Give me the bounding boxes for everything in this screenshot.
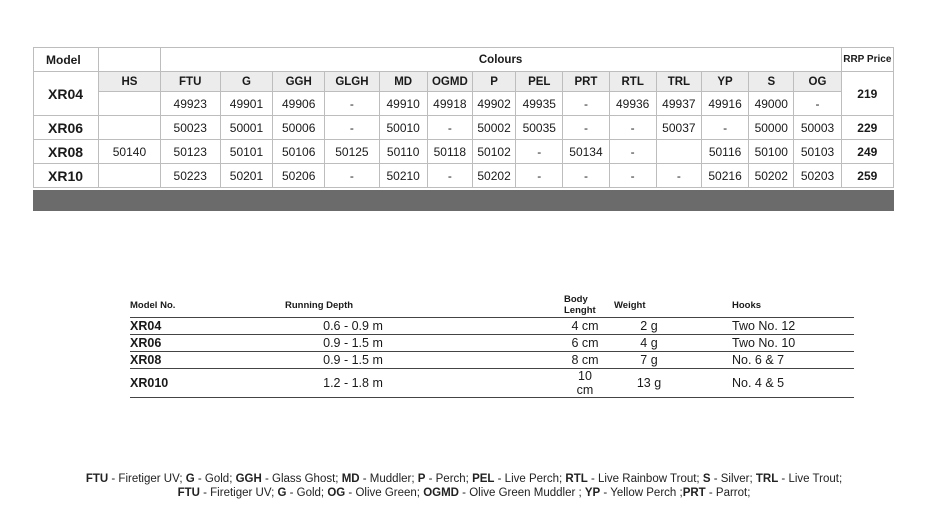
article-number-cell: - [609, 116, 656, 140]
spec-hooks-cell: No. 4 & 5 [696, 369, 854, 398]
article-number-cell: - [516, 164, 563, 188]
legend-code: YP [584, 487, 601, 499]
article-number-cell: 49910 [379, 92, 427, 116]
rrp-price-header: RRP Price [841, 48, 893, 72]
colour-code-header: FTU [160, 72, 220, 92]
spec-weight-cell: 2 g [602, 318, 696, 335]
article-number-cell: - [427, 164, 472, 188]
article-number-cell: 50101 [220, 140, 272, 164]
legend-code: PEL [472, 473, 495, 485]
spec-header-row [130, 294, 854, 318]
colour-code-header: S [749, 72, 794, 92]
spec-header-weight: Weight [602, 294, 696, 318]
price-cell: 219 [841, 72, 893, 116]
article-number-cell: - [609, 164, 656, 188]
article-number-cell: 49916 [701, 92, 748, 116]
article-number-cell: 50123 [160, 140, 220, 164]
table-row [130, 352, 854, 369]
article-number-cell [99, 116, 160, 140]
spec-model-cell: XR04 [130, 318, 258, 335]
spec-table [130, 294, 854, 398]
table-row [34, 164, 894, 188]
article-number-cell: 49918 [427, 92, 472, 116]
article-number-cell: 50134 [563, 140, 609, 164]
article-number-cell: 50002 [472, 116, 515, 140]
article-number-cell: - [794, 92, 841, 116]
article-number-cell: 50000 [749, 116, 794, 140]
article-number-cell: 49936 [609, 92, 656, 116]
spec-model-cell: XR010 [130, 369, 258, 398]
article-number-cell: 49902 [472, 92, 515, 116]
spec-model-cell: XR06 [130, 335, 258, 352]
article-number-cell: 50001 [220, 116, 272, 140]
article-number-cell: - [609, 140, 656, 164]
article-number-cell: 50202 [749, 164, 794, 188]
legend-desc: - Olive Green; [345, 487, 424, 499]
article-number-cell: 49935 [516, 92, 563, 116]
legend-code: FTU [177, 487, 200, 499]
colour-code-header: OGMD [427, 72, 472, 92]
legend-desc: - Silver; [710, 473, 756, 485]
colours-header: Colours [160, 48, 841, 72]
article-number-cell: 50118 [427, 140, 472, 164]
spec-header-depth: Running Depth [258, 294, 448, 318]
article-number-cell: 50210 [379, 164, 427, 188]
legend-desc: - Firetiger UV; [199, 487, 278, 499]
article-number-cell: 50103 [794, 140, 841, 164]
article-number-cell: 50206 [273, 164, 325, 188]
colour-code-header: G [220, 72, 272, 92]
legend-code: RTL [565, 473, 588, 485]
article-number-cell: 50102 [472, 140, 515, 164]
legend-code: S [702, 473, 711, 485]
legend-desc: - Firetiger UV; [108, 473, 186, 485]
article-number-cell: 50010 [379, 116, 427, 140]
model-cell: XR04 [34, 72, 99, 116]
article-number-cell: 50100 [749, 140, 794, 164]
legend-desc: - Live Rainbow Trout; [587, 473, 703, 485]
legend-code: PRT [682, 487, 706, 499]
table-row [34, 92, 894, 116]
legend-desc: - Perch; [425, 473, 473, 485]
spec-model-cell: XR08 [130, 352, 258, 369]
legend-code: P [417, 473, 426, 485]
legend-desc: - Glass Ghost; [261, 473, 342, 485]
article-number-cell: - [427, 116, 472, 140]
model-cell: XR08 [34, 140, 99, 164]
spec-length-cell: 4 cm [448, 318, 602, 335]
colour-code-header: PEL [516, 72, 563, 92]
spec-header-hooks: Hooks [696, 294, 854, 318]
colour-code-header: RTL [609, 72, 656, 92]
colour-code-header: YP [701, 72, 748, 92]
spec-hooks-cell: Two No. 10 [696, 335, 854, 352]
spec-depth-cell: 0.6 - 0.9 m [258, 318, 448, 335]
colour-code-header: GGH [273, 72, 325, 92]
model-cell: XR10 [34, 164, 99, 188]
article-number-cell: 50223 [160, 164, 220, 188]
article-number-cell: 50023 [160, 116, 220, 140]
article-number-cell: 50110 [379, 140, 427, 164]
model-cell: XR06 [34, 116, 99, 140]
spec-depth-cell: 0.9 - 1.5 m [258, 352, 448, 369]
legend-code: G [277, 487, 287, 499]
article-number-cell: 50003 [794, 116, 841, 140]
spec-weight-cell: 13 g [602, 369, 696, 398]
article-number-cell: - [325, 164, 379, 188]
article-number-cell: 49000 [749, 92, 794, 116]
article-number-cell: - [701, 116, 748, 140]
article-number-cell: - [563, 116, 609, 140]
legend-desc: - Gold; [194, 473, 236, 485]
article-number-cell: 49923 [160, 92, 220, 116]
colour-table [33, 47, 894, 188]
legend-desc: - Yellow Perch ; [600, 487, 683, 499]
legend-line-2 [0, 486, 928, 500]
table-row [34, 140, 894, 164]
colour-code-header: P [472, 72, 515, 92]
article-number-cell: - [325, 116, 379, 140]
table-row [130, 369, 854, 398]
colour-code-header-row [34, 72, 894, 92]
legend-desc: - Olive Green Muddler ; [458, 487, 585, 499]
legend-code: OG [327, 487, 346, 499]
legend-code: G [185, 473, 195, 485]
spec-length-cell: 6 cm [448, 335, 602, 352]
article-number-cell: 50125 [325, 140, 379, 164]
colour-code-header: MD [379, 72, 427, 92]
price-cell: 249 [841, 140, 893, 164]
article-number-cell [656, 140, 701, 164]
legend-desc: - Live Perch; [494, 473, 566, 485]
legend-code: GGH [235, 473, 262, 485]
price-cell: 259 [841, 164, 893, 188]
article-number-cell: 49937 [656, 92, 701, 116]
article-number-cell [99, 164, 160, 188]
spec-header-length: Body Lenght [448, 294, 602, 318]
legend-code: TRL [755, 473, 779, 485]
spec-weight-cell: 7 g [602, 352, 696, 369]
spec-depth-cell: 1.2 - 1.8 m [258, 369, 448, 398]
colour-code-header: PRT [563, 72, 609, 92]
legend-code: OGMD [423, 487, 459, 499]
article-number-cell: 49901 [220, 92, 272, 116]
colour-code-header: OG [794, 72, 841, 92]
article-number-cell: 50140 [99, 140, 160, 164]
article-number-cell: 50037 [656, 116, 701, 140]
article-number-cell: 50203 [794, 164, 841, 188]
legend-desc: - Live Trout; [778, 473, 843, 485]
article-number-cell: - [563, 164, 609, 188]
legend-code: MD [341, 473, 360, 485]
article-number-cell: 49906 [273, 92, 325, 116]
article-number-cell: 50035 [516, 116, 563, 140]
article-number-cell [99, 92, 160, 116]
spec-weight-cell: 4 g [602, 335, 696, 352]
legend-code: FTU [85, 473, 109, 485]
spec-hooks-cell: No. 6 & 7 [696, 352, 854, 369]
spec-depth-cell: 0.9 - 1.5 m [258, 335, 448, 352]
colour-code-header: GLGH [325, 72, 379, 92]
spec-length-cell: 8 cm [448, 352, 602, 369]
spec-length-cell: 10 cm [448, 369, 602, 398]
article-number-cell: 50006 [273, 116, 325, 140]
article-number-cell: 50202 [472, 164, 515, 188]
table-row [130, 335, 854, 352]
article-number-cell: 50116 [701, 140, 748, 164]
colour-code-header: HS [99, 72, 160, 92]
article-number-cell: - [563, 92, 609, 116]
colour-legend [0, 472, 928, 500]
blank-header [99, 48, 160, 72]
spec-header-model: Model No. [130, 294, 258, 318]
spec-hooks-cell: Two No. 12 [696, 318, 854, 335]
colour-table-title-row [34, 48, 894, 72]
legend-desc: - Parrot; [705, 487, 751, 499]
table-row [130, 318, 854, 335]
article-number-cell: 50201 [220, 164, 272, 188]
colour-code-header: TRL [656, 72, 701, 92]
model-header: Model [34, 48, 99, 72]
footer-bar [33, 190, 894, 211]
table-row [34, 116, 894, 140]
price-cell: 229 [841, 116, 893, 140]
legend-desc: - Gold; [286, 487, 328, 499]
legend-line-1 [0, 472, 928, 486]
article-number-cell: - [656, 164, 701, 188]
article-number-cell: 50216 [701, 164, 748, 188]
article-number-cell: - [516, 140, 563, 164]
article-number-cell: - [325, 92, 379, 116]
legend-desc: - Muddler; [359, 473, 418, 485]
article-number-cell: 50106 [273, 140, 325, 164]
